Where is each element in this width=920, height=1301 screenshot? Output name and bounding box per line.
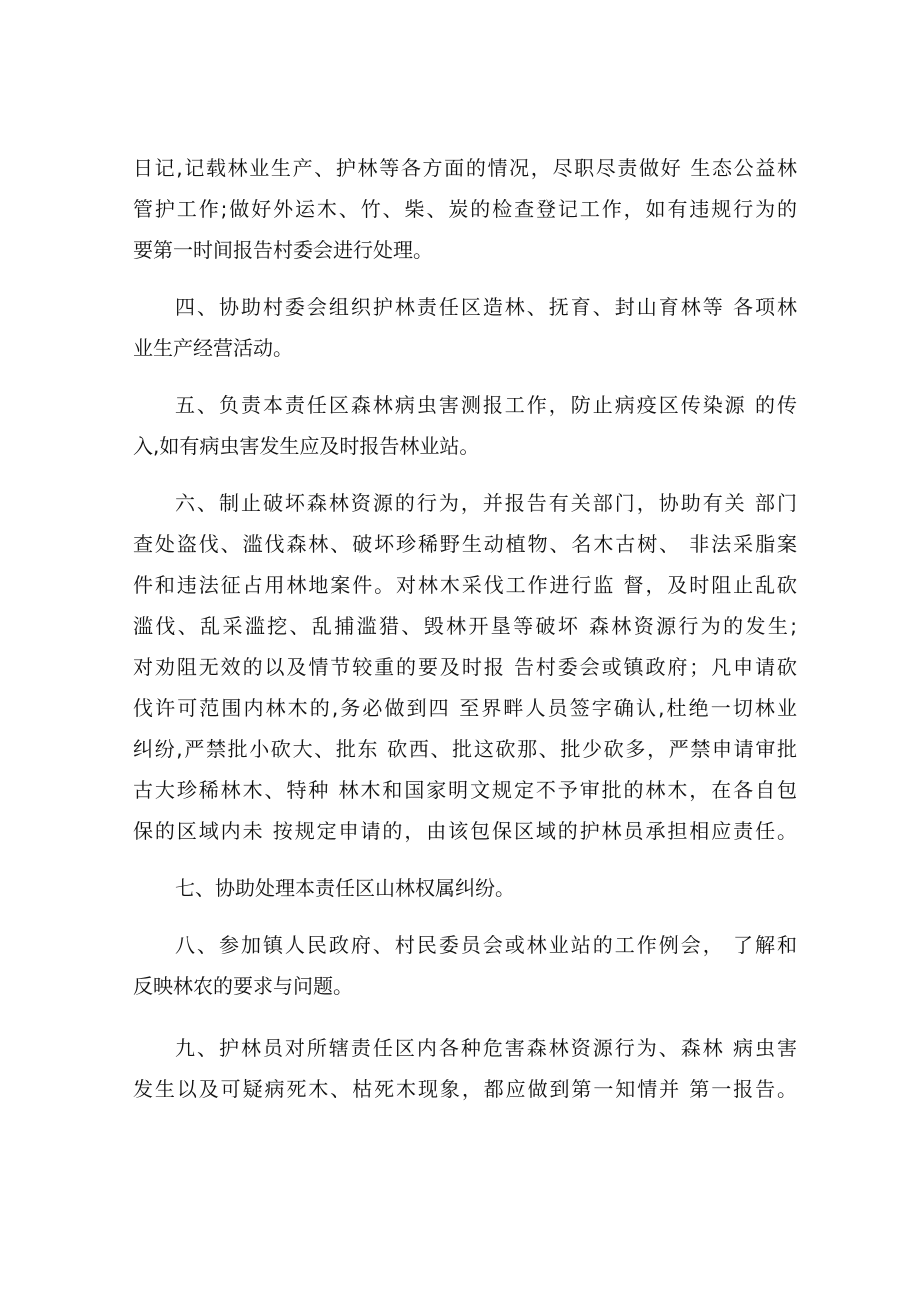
- paragraph-9: [133, 1028, 797, 1110]
- paragraph-7: [133, 868, 797, 909]
- text-line: 反映林农的要求与问题。: [133, 974, 353, 998]
- paragraph-5: [133, 385, 797, 467]
- text-line: 八、参加镇人民政府、村民委员会或林业站的工作例会， 了解和: [175, 933, 797, 957]
- text-line: 滥伐、乱采滥挖、乱捕滥猎、毁林开垦等破坏 森林资源行为的发生;: [133, 614, 797, 638]
- text-line: 件和违法征占用林地案件。对林木采伐工作进行监 督，及时阻止乱砍: [133, 573, 797, 597]
- text-line: 九、护林员对所辖责任区内各种危害森林资源行为、森林 病虫害: [175, 1036, 797, 1060]
- text-line: 伐许可范围内林木的,务必做到四 至界畔人员签字确认,杜绝一切林业: [133, 696, 797, 720]
- text-line: 发生以及可疑病死木、枯死木现象，都应做到第一知情并 第一报告。: [133, 1077, 797, 1101]
- text-line: 对劝阻无效的以及情节较重的要及时报 告村委会或镇政府；凡申请砍: [133, 655, 797, 679]
- document-body: [133, 148, 797, 1110]
- text-line: 保的区域内未 按规定申请的，由该包保区域的护林员承担相应责任。: [133, 819, 797, 843]
- text-line: 入,如有病虫害发生应及时报告林业站。: [133, 434, 480, 458]
- text-line: 古大珍稀林木、特种 林木和国家明文规定不予审批的林木，在各自包: [133, 778, 797, 802]
- text-line: 要第一时间报告村委会进行处理。: [133, 238, 433, 262]
- text-line: 四、协助村委会组织护林责任区造林、抚育、封山育林等 各项林: [175, 295, 797, 319]
- text-line: 查处盗伐、滥伐森林、破坏珍稀野生动植物、名木古树、 非法采脂案: [133, 532, 797, 556]
- paragraph-4: [133, 287, 797, 369]
- paragraph-8: [133, 925, 797, 1007]
- paragraph-6: [133, 483, 797, 852]
- text-line: 五、负责本责任区森林病虫害测报工作，防止病疫区传染源 的传: [175, 393, 797, 417]
- paragraph-1: [133, 148, 797, 271]
- text-line: 管护工作;做好外运木、竹、柴、炭的检查登记工作，如有违规行为的: [133, 197, 797, 221]
- text-line: 六、制止破坏森林资源的行为，并报告有关部门，协助有关 部门: [175, 491, 797, 515]
- text-line: 业生产经营活动。: [133, 336, 293, 360]
- text-line: 纠纷,严禁批小砍大、批东 砍西、批这砍那、批少砍多，严禁申请审批: [133, 737, 797, 761]
- text-line: 日记,记载林业生产、护林等各方面的情况，尽职尽责做好 生态公益林: [133, 156, 797, 180]
- text-line: 七、协助处理本责任区山林权属纠纷。: [175, 876, 515, 900]
